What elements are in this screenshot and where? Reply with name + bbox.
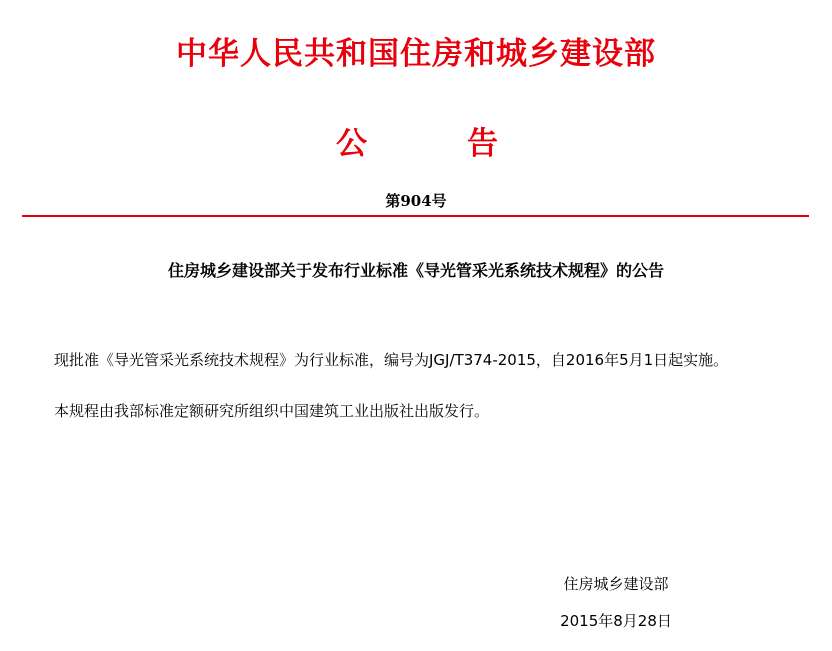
ministry-title: 中华人民共和国住房和城乡建设部 <box>176 36 656 72</box>
announcement-title: 住房城乡建设部关于发布行业标准《导光管采光系统技术规程》的公告 <box>167 261 664 280</box>
notice-heading-char-1: 公 <box>336 126 367 162</box>
signature-department: 住房城乡建设部 <box>563 575 669 593</box>
notice-heading-char-2: 告 <box>467 126 498 162</box>
body-paragraph-2: 本规程由我部标准定额研究所组织中国建筑工业出版社出版发行。 <box>54 402 490 420</box>
notice-number: 第904号 <box>385 192 447 210</box>
body-paragraph-1: 现批准《导光管采光系统技术规程》为行业标准，编号为JGJ/T374-2015，自2016年5月1日起实施。 <box>54 351 729 369</box>
red-divider <box>22 215 809 217</box>
notice-heading <box>336 118 498 163</box>
signature-date: 2015年8月28日 <box>560 612 672 630</box>
